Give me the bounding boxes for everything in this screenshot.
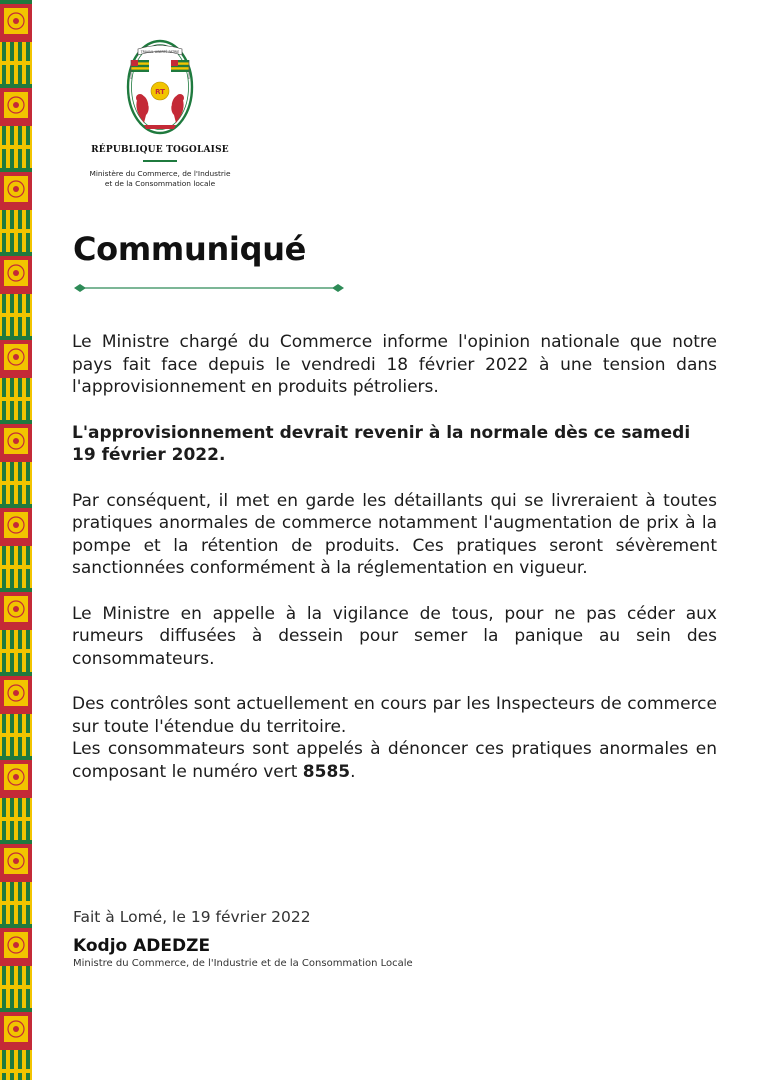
paragraph-6-text: Les consommateurs sont appelés à dénoncer ces pratiques anormales en composant le numéro vert (72, 739, 717, 782)
kente-tile (0, 504, 32, 546)
kente-tile (0, 672, 32, 714)
kente-tile (0, 126, 32, 168)
kente-tile (0, 294, 32, 336)
kente-tile (0, 924, 32, 966)
kente-tile (0, 1008, 32, 1050)
kente-tile (0, 84, 32, 126)
kente-tile (0, 420, 32, 462)
paragraph-2: L'approvisionnement devrait revenir à la normale dès ce samedi 19 février 2022. (72, 422, 691, 465)
paragraph-6 (72, 738, 717, 783)
ministry-line-1: Ministère du Commerce, de l'Industrie (89, 169, 231, 178)
kente-tile (0, 840, 32, 882)
kente-tile (0, 378, 32, 420)
title-underline (74, 282, 344, 294)
paragraph-6-end: . (350, 761, 356, 782)
svg-text:TRAVAIL LIBERTÉ PATRIE: TRAVAIL LIBERTÉ PATRIE (140, 50, 180, 54)
paragraph-5: Des contrôles sont actuellement en cours par les Inspecteurs de commerce sur toute l'étendue du territoire. (72, 694, 717, 737)
kente-tile (0, 882, 32, 924)
kente-border (0, 0, 32, 1080)
letterhead-divider (143, 160, 177, 162)
kente-tile (0, 462, 32, 504)
letterhead (60, 35, 260, 189)
paragraph-3: Par conséquent, il met en garde les détaillants qui se livreraient à toutes pratiques anormales de commerce notamment l'augmentation de prix à la pompe et la rétention de produits. Ces pratiques seront sévèrement sanctionnées conformément à la réglementation en vigueur. (72, 490, 717, 578)
kente-tile (0, 546, 32, 588)
communique-body (72, 331, 717, 806)
place-date: Fait à Lomé, le 19 février 2022 (73, 908, 311, 926)
document-title: Communiqué (73, 230, 307, 268)
kente-tile (0, 714, 32, 756)
kente-tile (0, 798, 32, 840)
signer-title: Ministre du Commerce, de l'Industrie et de la Consommation Locale (73, 958, 413, 969)
kente-tile (0, 1050, 32, 1080)
ministry-name (60, 169, 260, 189)
ministry-line-2: et de la Consommation locale (104, 179, 216, 188)
paragraph-1: Le Ministre chargé du Commerce informe l'opinion nationale que notre pays fait face depuis le vendredi 18 février 2022 à une tension dans l'approvisionnement en produits pétroliers. (72, 332, 717, 397)
kente-tile (0, 42, 32, 84)
kente-tile (0, 756, 32, 798)
kente-tile (0, 630, 32, 672)
republic-name: RÉPUBLIQUE TOGOLAISE (91, 145, 229, 155)
paragraph-4: Le Ministre en appelle à la vigilance de tous, pour ne pas céder aux rumeurs diffusées à dessein pour semer la panique au sein des consommateurs. (72, 603, 717, 669)
signer-name: Kodjo ADEDZE (73, 936, 211, 956)
signature-block (73, 908, 413, 969)
kente-tile (0, 168, 32, 210)
svg-text:RT: RT (155, 88, 165, 96)
green-number: 8585 (302, 761, 351, 782)
kente-tile (0, 210, 32, 252)
kente-tile (0, 252, 32, 294)
kente-tile (0, 0, 32, 42)
kente-tile (0, 336, 32, 378)
coat-of-arms-emblem (60, 35, 260, 143)
kente-tile (0, 588, 32, 630)
kente-tile (0, 966, 32, 1008)
